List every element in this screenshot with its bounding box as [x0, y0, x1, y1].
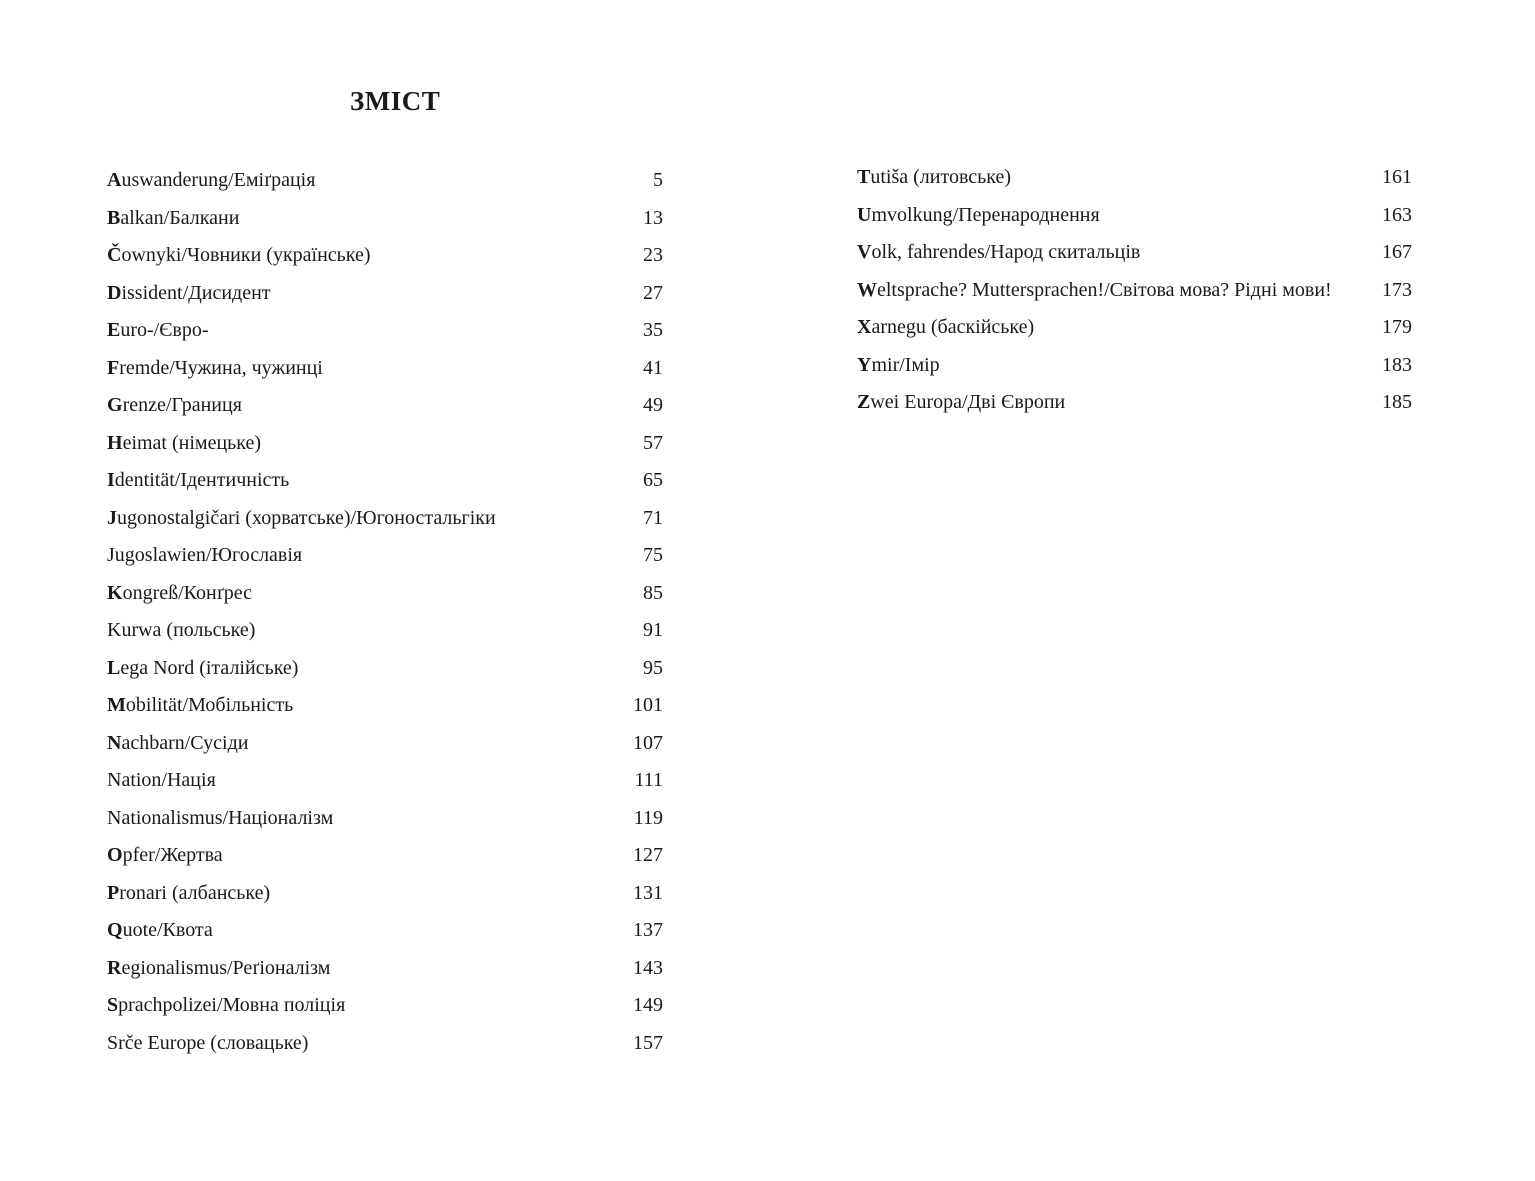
toc-entry-text: Nation/Нація — [107, 769, 216, 791]
toc-entry-text: eltsprache? Muttersprachen!/Світова мова? Рідні мови! — [877, 278, 1332, 301]
toc-entry-title — [107, 1025, 308, 1063]
toc-entry-text: wei Europa/Дві Європи — [870, 391, 1066, 413]
toc-entry-page-number: 161 — [1382, 166, 1412, 188]
toc-entry-initial: Y — [857, 353, 872, 376]
toc-entry[interactable] — [857, 272, 1412, 310]
toc-entry-initial: M — [107, 694, 126, 716]
toc-entry-page-number: 85 — [643, 581, 663, 604]
toc-entry-text: ronari (албанське) — [119, 881, 271, 904]
toc-entry-page-number: 41 — [643, 356, 663, 379]
toc-entry-page-number: 49 — [643, 394, 663, 416]
toc-entry-text: pfer/Жертва — [122, 844, 223, 866]
toc-entry-initial: L — [107, 656, 121, 679]
toc-entry-text: mir/Імір — [871, 353, 940, 376]
toc-entry-text: ongreß/Конґрес — [122, 581, 252, 604]
toc-entry-text: Srče Europe (словацьке) — [107, 1031, 309, 1054]
toc-entry-title — [857, 347, 940, 385]
toc-entry[interactable] — [107, 725, 663, 763]
toc-entry-text: utiša (литовське) — [870, 166, 1012, 188]
toc-entry-initial: W — [857, 278, 877, 301]
toc-left-column — [107, 162, 663, 1062]
toc-entry-text: alkan/Балкани — [120, 206, 240, 229]
toc-entry[interactable] — [107, 837, 663, 875]
toc-entry-title — [107, 275, 271, 313]
toc-entry-text: uro-/Євро- — [120, 319, 209, 341]
toc-entry-initial: E — [107, 319, 121, 341]
toc-entry-initial: N — [107, 731, 122, 754]
toc-entry-title — [107, 350, 323, 388]
toc-entry-initial: O — [107, 844, 123, 866]
toc-entry[interactable] — [107, 650, 663, 688]
toc-entry-title — [107, 950, 330, 988]
toc-entry-page-number: 131 — [633, 881, 663, 904]
toc-entry-title — [107, 462, 289, 500]
toc-entry-page-number: 127 — [633, 844, 663, 866]
toc-entry-title — [107, 312, 209, 350]
toc-entry-text: uote/Квота — [122, 919, 213, 941]
toc-entry-text: issident/Дисидент — [121, 281, 271, 304]
toc-entry-title — [107, 875, 270, 913]
toc-entry[interactable] — [107, 687, 663, 725]
toc-entry-initial: U — [857, 203, 872, 226]
toc-entry-initial: A — [107, 169, 122, 191]
toc-entry-page-number: 167 — [1382, 241, 1412, 263]
toc-entry-title — [857, 384, 1065, 422]
toc-entry-page-number: 57 — [643, 431, 663, 454]
toc-entry-title — [107, 200, 239, 238]
toc-entry-page-number: 179 — [1382, 316, 1412, 338]
toc-entry-page-number: 157 — [633, 1031, 663, 1054]
toc-entry-page-number: 183 — [1382, 353, 1412, 376]
toc-entry-initial: V — [857, 241, 872, 263]
toc-entry-page-number: 137 — [633, 919, 663, 941]
toc-entry-text: eimat (німецьке) — [122, 431, 262, 454]
toc-entry-initial: Q — [107, 919, 123, 941]
toc-entry[interactable] — [857, 309, 1412, 347]
toc-entry-title — [857, 272, 1332, 310]
toc-entry-text: uswanderung/Еміґрація — [121, 169, 316, 191]
toc-right-column — [857, 159, 1412, 422]
toc-entry-initial: K — [107, 581, 123, 604]
toc-entry-page-number: 91 — [643, 619, 663, 641]
toc-entry-title — [107, 725, 248, 763]
toc-entry-text: ugonostalgičari (хорватське)/Югоностальгіки — [117, 506, 496, 529]
toc-entry-text: remde/Чужина, чужинці — [119, 356, 323, 379]
toc-entry[interactable] — [857, 384, 1412, 422]
toc-entry-page-number: 143 — [633, 956, 663, 979]
toc-entry-page-number: 119 — [633, 806, 663, 829]
toc-entry[interactable] — [857, 347, 1412, 385]
toc-entry-text: obilität/Мобільність — [125, 694, 294, 716]
toc-entry[interactable] — [857, 197, 1412, 235]
toc-entry-page-number: 35 — [643, 319, 663, 341]
toc-entry-page-number: 149 — [633, 994, 663, 1016]
toc-entry-initial: D — [107, 281, 122, 304]
toc-entry-text: Jugoslawien/Югославія — [107, 544, 303, 566]
toc-entry[interactable] — [107, 312, 663, 350]
toc-entry[interactable] — [107, 612, 663, 650]
toc-entry-page-number: 65 — [643, 469, 663, 491]
toc-entry-title — [857, 234, 1140, 272]
toc-entry-initial: S — [107, 994, 119, 1016]
toc-entry-title — [107, 912, 213, 950]
toc-entry-text: renze/Границя — [122, 394, 242, 416]
toc-entry-title — [107, 650, 298, 688]
toc-entry-title — [107, 500, 496, 538]
toc-entry-text: achbarn/Сусіди — [121, 731, 249, 754]
toc-entry[interactable] — [107, 350, 663, 388]
toc-entry-title — [107, 800, 333, 838]
toc-entry-page-number: 185 — [1382, 391, 1412, 413]
toc-entry-page-number: 13 — [643, 206, 663, 229]
toc-entry[interactable] — [107, 950, 663, 988]
toc-entry[interactable] — [107, 200, 663, 238]
toc-entry[interactable] — [107, 575, 663, 613]
toc-entry-initial: T — [857, 166, 871, 188]
toc-entry-initial: R — [107, 956, 122, 979]
toc-entry-text: egionalismus/Реґіоналізм — [121, 956, 331, 979]
toc-entry[interactable] — [107, 912, 663, 950]
toc-entry-text: dentität/Ідентичність — [114, 469, 290, 491]
toc-entry-initial: H — [107, 431, 123, 454]
toc-entry-title — [107, 612, 255, 650]
toc-entry-text: arnegu (баскійське) — [871, 316, 1035, 338]
toc-entry-title — [107, 575, 252, 613]
toc-entry[interactable] — [107, 275, 663, 313]
toc-entry[interactable] — [107, 425, 663, 463]
toc-entry-initial: G — [107, 394, 123, 416]
toc-entry[interactable] — [857, 234, 1412, 272]
toc-entry-initial: P — [107, 881, 120, 904]
toc-entry-page-number: 95 — [643, 656, 663, 679]
toc-entry-page-number: 107 — [633, 731, 663, 754]
toc-entry-title — [107, 987, 345, 1025]
toc-entry-initial: B — [107, 206, 121, 229]
toc-entry[interactable] — [107, 537, 663, 575]
toc-entry-text: mvolkung/Перенароднення — [871, 203, 1100, 226]
toc-entry-title — [107, 237, 371, 275]
toc-entry-page-number: 23 — [643, 244, 663, 266]
toc-entry-text: prachpolizei/Мовна поліція — [118, 994, 346, 1016]
toc-entry-initial: Č — [107, 244, 122, 266]
toc-entry-initial: Z — [857, 391, 871, 413]
toc-entry[interactable] — [107, 462, 663, 500]
toc-entry-text: ega Nord (італійське) — [120, 656, 299, 679]
toc-entry-page-number: 71 — [643, 506, 663, 529]
toc-entry-page-number: 111 — [634, 769, 663, 791]
toc-entry[interactable] — [107, 762, 663, 800]
toc-entry-title — [107, 762, 216, 800]
toc-entry-initial: F — [107, 356, 120, 379]
toc-entry-title — [857, 197, 1100, 235]
toc-entry-title — [107, 162, 315, 200]
toc-entry-text: ownyki/Човники (українське) — [121, 244, 371, 266]
toc-entry-text: Nationalismus/Націоналізм — [107, 806, 334, 829]
toc-entry-page-number: 173 — [1382, 278, 1412, 301]
toc-entry-page-number: 5 — [653, 169, 663, 191]
toc-entry[interactable] — [857, 159, 1412, 197]
toc-entry-page-number: 101 — [633, 694, 663, 716]
toc-entry-initial: I — [107, 469, 115, 491]
toc-entry[interactable] — [107, 237, 663, 275]
toc-entry-page-number: 75 — [643, 544, 663, 566]
toc-entry[interactable] — [107, 1025, 663, 1063]
toc-entry-title — [857, 159, 1011, 197]
toc-entry-title — [107, 537, 302, 575]
toc-entry-page-number: 163 — [1382, 203, 1412, 226]
toc-entry[interactable] — [107, 162, 663, 200]
toc-entry[interactable] — [107, 387, 663, 425]
page-title: ЗМІСТ — [350, 86, 441, 116]
toc-entry[interactable] — [107, 987, 663, 1025]
toc-entry-title — [107, 687, 293, 725]
toc-entry-initial: X — [857, 316, 872, 338]
toc-entry[interactable] — [107, 875, 663, 913]
toc-entry-title — [857, 309, 1034, 347]
toc-entry-text: Kurwa (польське) — [107, 619, 256, 641]
toc-entry-page-number: 27 — [643, 281, 663, 304]
toc-entry[interactable] — [107, 800, 663, 838]
toc-entry-title — [107, 387, 242, 425]
toc-entry-title — [107, 425, 261, 463]
toc-entry-title — [107, 837, 223, 875]
toc-entry-initial: J — [107, 506, 117, 529]
toc-entry-text: olk, fahrendes/Народ скитальців — [871, 241, 1141, 263]
toc-entry[interactable] — [107, 500, 663, 538]
